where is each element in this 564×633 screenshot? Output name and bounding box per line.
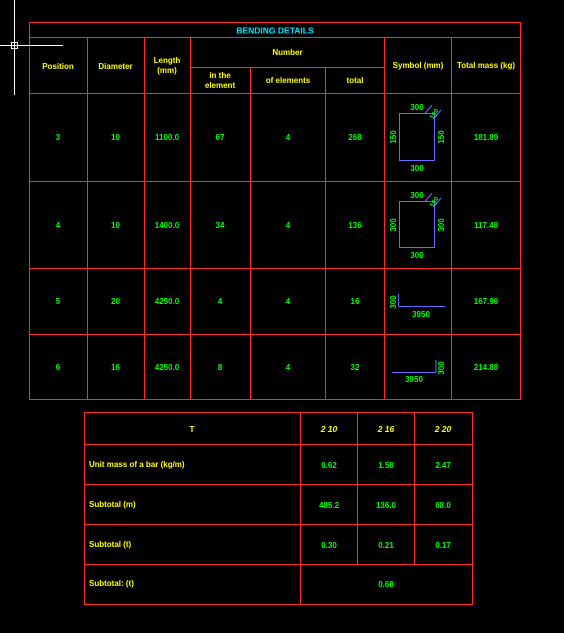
summary-header-label: T xyxy=(189,424,195,434)
summary-total-label: Subtotal: (t) xyxy=(89,579,134,588)
cell-total-mass: 214.88 xyxy=(473,363,499,372)
summary-row-label: Subtotal (t) xyxy=(89,540,132,549)
cell-length: 1100.0 xyxy=(154,133,180,142)
cell-in-element: 8 xyxy=(217,363,223,372)
symbol-dim-bottom: 300 xyxy=(410,164,424,173)
cell-position: 5 xyxy=(55,297,61,306)
cell-total-mass: 167.96 xyxy=(473,297,499,306)
header-in-element-line1: in the xyxy=(209,71,231,80)
bent-bar-symbol xyxy=(392,360,446,384)
cell-length: 4250.0 xyxy=(154,363,180,372)
symbol-dim-leg: 300 xyxy=(389,295,398,309)
cell-position: 4 xyxy=(55,221,61,230)
cell-length: 4250.0 xyxy=(154,297,180,306)
symbol-dim-left: 300 xyxy=(389,218,398,232)
cell-diameter: 10 xyxy=(111,221,120,230)
summary-header xyxy=(189,424,451,434)
cell-position: 3 xyxy=(55,133,61,142)
crosshair-cursor-icon xyxy=(0,0,63,95)
cell-length: 1400.0 xyxy=(154,221,180,230)
cell-total: 136 xyxy=(348,221,362,230)
cell-diameter: 10 xyxy=(111,133,120,142)
symbol-dim-leg: 300 xyxy=(437,361,446,375)
cell-of-elements: 4 xyxy=(285,221,291,230)
bent-bar-symbol xyxy=(389,294,445,319)
header-length-line1: Length xyxy=(153,56,181,65)
stirrup-symbol xyxy=(389,191,446,260)
bending-row xyxy=(56,133,499,142)
header-symbol: Symbol (mm) xyxy=(392,61,444,70)
summary-cell: 485.2 xyxy=(318,501,340,510)
cell-position: 6 xyxy=(55,363,61,372)
header-position: Position xyxy=(42,62,74,71)
header-length-line2: (mm) xyxy=(157,66,177,75)
summary-diameter-16: 2 16 xyxy=(377,424,395,434)
summary-cell: 136.0 xyxy=(375,501,397,510)
header-number: Number xyxy=(272,48,303,57)
summary-row-subtotal-t xyxy=(89,540,451,550)
summary-cell: 0.30 xyxy=(321,541,337,550)
summary-cell: 1.58 xyxy=(378,461,394,470)
summary-diameter-20: 2 20 xyxy=(434,424,452,434)
bending-row xyxy=(56,221,499,230)
cell-total: 32 xyxy=(350,363,360,372)
bending-row xyxy=(56,297,499,306)
symbol-dim-right: 300 xyxy=(437,218,446,232)
symbol-dim-span: 3950 xyxy=(412,310,430,319)
header-of-elements: of elements xyxy=(265,76,311,85)
summary-row-label: Subtotal (m) xyxy=(89,500,136,509)
cell-in-element: 67 xyxy=(215,133,225,142)
summary-cell: 0.21 xyxy=(378,541,394,550)
summary-row-label: Unit mass of a bar (kg/m) xyxy=(89,460,185,469)
cell-total-mass: 117.48 xyxy=(473,221,499,230)
summary-cell: 68.0 xyxy=(435,501,451,510)
symbol-dim-hook: 100 xyxy=(428,195,441,209)
summary-total-value: 0.68 xyxy=(378,580,394,589)
bending-headers xyxy=(42,48,515,90)
summary-row-total xyxy=(89,579,394,589)
summary-cell: 0.62 xyxy=(321,461,337,470)
cell-of-elements: 4 xyxy=(285,133,291,142)
symbol-dim-right: 150 xyxy=(437,130,446,144)
cell-total: 268 xyxy=(348,133,362,142)
symbol-dim-hook: 100 xyxy=(428,107,441,121)
stirrup-symbol xyxy=(389,103,446,173)
cell-in-element: 34 xyxy=(215,221,225,230)
summary-row-unit-mass xyxy=(89,460,451,470)
symbol-dim-left: 150 xyxy=(389,130,398,144)
summary-cell: 2.47 xyxy=(435,461,451,470)
summary-cell: 0.17 xyxy=(435,541,451,550)
summary-diameter-10: 2 10 xyxy=(320,424,338,434)
symbol-dim-bottom: 300 xyxy=(410,251,424,260)
cell-of-elements: 4 xyxy=(285,297,291,306)
summary-table xyxy=(85,413,473,605)
header-diameter: Diameter xyxy=(98,62,133,71)
symbol-dim-span: 3950 xyxy=(405,375,423,384)
symbol-dim-top: 300 xyxy=(410,103,424,112)
cell-in-element: 4 xyxy=(217,297,223,306)
bending-row xyxy=(56,363,499,372)
cell-total: 16 xyxy=(350,297,360,306)
symbol-dim-top: 300 xyxy=(410,191,424,200)
header-total: total xyxy=(346,76,364,85)
bending-title: BENDING DETAILS xyxy=(236,25,314,36)
cell-diameter: 16 xyxy=(111,363,120,372)
header-total-mass: Total mass (kg) xyxy=(456,61,516,70)
cell-of-elements: 4 xyxy=(285,363,291,372)
cell-diameter: 20 xyxy=(111,297,120,306)
header-in-element-line2: element xyxy=(204,81,236,90)
cell-total-mass: 181.89 xyxy=(473,133,499,142)
summary-row-subtotal-m xyxy=(89,500,451,510)
